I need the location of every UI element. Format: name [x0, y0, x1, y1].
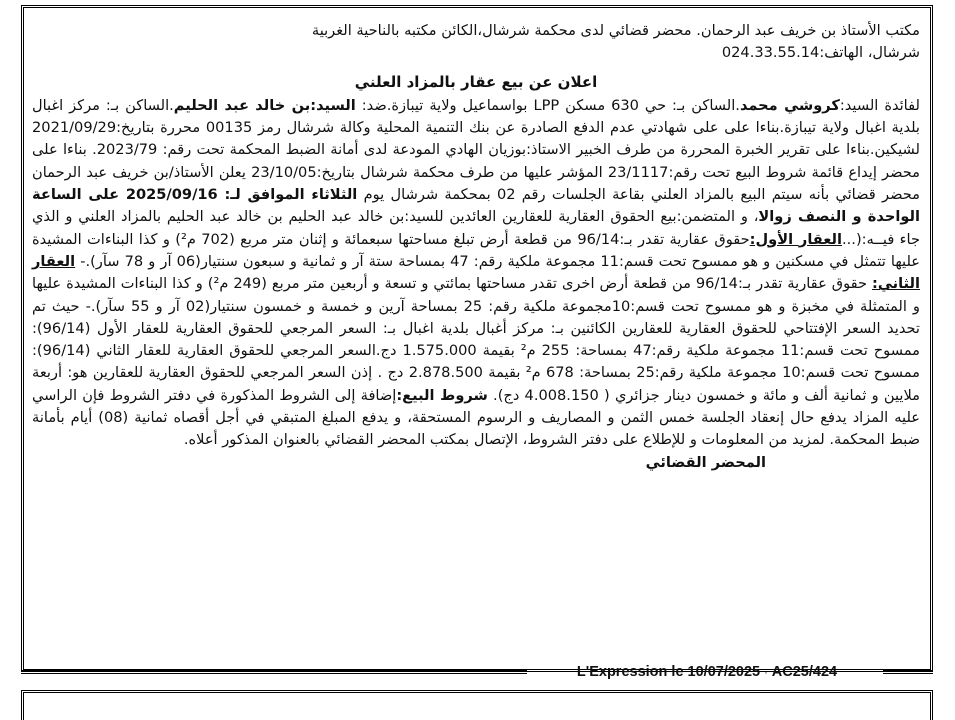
- conditions-text: إضافة إلى الشروط المذكورة في دفتر الشروط فإن الراسي عليه المزاد يدفع حال إنعقاد الجلسة خمس الثمن و المصاريف و الرسوم المستحقة، و يدفع المبلغ المتبقي في أجل أقصاه ثمانية (08) أيام بأمانة ضبط المحكمة. لمزيد من المعلومات و للإطلاع على دفتر الشروط، الإتصال بمكتب المحضر القضائي بالعنوان المذكور أعلاه.: [32, 386, 920, 449]
- beneficiary-name: كروشي محمد: [739, 96, 840, 114]
- defendant-name: السيد:بن خالد عبد الحليم: [173, 96, 356, 114]
- beneficiary-label: لفائدة السيد:: [839, 96, 920, 114]
- bailiff-header: [32, 20, 920, 65]
- ad-reference: AC25/424: [771, 664, 838, 680]
- sale-time: على الساعة الواحدة و النصف زوالا: [32, 186, 920, 226]
- publication-footer: [21, 660, 933, 684]
- conditions-label: شروط البيع:: [396, 386, 488, 404]
- property-1-label: العقار الأول:: [749, 230, 843, 248]
- property-2-label: العقار الثاني:: [32, 252, 920, 293]
- notice-body-part1: .الساكن بـ: مركز اغبال بلدية اغبال ولاية تيبازة.بناءا على على شهادتي عدم الدفع الصادرة عن بنك التنمية المحلية وكالة شرشال رمز 00135 محررة بتاريخ:2021/09/29 لشيكين.بناءا على تقرير الخبرة المحررة من طرف الخبير الاستاذ:بوزيان الهادي المودعة لدى أمانة الضبط المحكمة تحت رقم: 2023/79. بناءا على محضر إيداع قائمة شروط البيع تحت رقم:23/1117 المؤشر عليها من طرف محكمة شرشال بتاريخ:23/10/05 يعلن الأستاذ/بن خريف عبد الرحمان محضر قضائي بأنه سيتم البيع بالمزاد العلني بقاعة الجلسات رقم 02 بمحكمة شرشال يوم: [32, 96, 920, 204]
- beneficiary-address: .الساكن بـ: حي 630 مسكن LPP بواسماعيل ولاية تيبازة.ضد:: [355, 96, 740, 114]
- signature: المحضر القضائي: [645, 453, 766, 471]
- notice-body-part2: ، و المتضمن:بيع الحقوق العقارية للعقارين العائدين للسيد:بن خالد عبد الحليم بن خالد عبد الحليم بالمزاد العلني و الذي جاء فيــه:(...: [32, 208, 921, 248]
- next-notice-frame: [21, 690, 933, 720]
- legal-notice-body: [32, 20, 920, 649]
- publication-date: L'Expression le 10/07/2025: [576, 664, 761, 680]
- property-1-text: حقوق عقارية تقدر بـ:96/14 من قطعة أرض تبلغ مساحتها سبعمائة و إثنان متر مربع (702 م²) و كذا البناءات المشيدة عليها تتمثل في مسكنين و هو ممسوح تحت قسم:11 مجموعة ملكية رقم: 47 بمساحة ستة آر و ثمانية و سبعون سنتيار(06 آر و 78 سآر).-: [32, 230, 920, 270]
- legal-notice-frame: [21, 5, 933, 672]
- notice-text: [32, 95, 920, 452]
- bailiff-phone-line: شرشال، الهاتف:024.33.55.14: [721, 44, 920, 62]
- sale-date: الثلاثاء الموافق لـ: 2025/09/16: [125, 186, 358, 204]
- notice-title: اعلان عن بيع عقار بالمزاد العلني: [354, 72, 598, 91]
- bailiff-office-line: مكتب الأستاذ بن خريف عبد الرحمان. محضر قضائي لدى محكمة شرشال،الكائن مكتبه بالناحية الغربية: [311, 22, 920, 39]
- footer-rule-right: [883, 670, 933, 674]
- price-details: حيث تم تحديد السعر الإفتتاحي للحقوق العقارية للعقارين الكائنين بـ: مركز أغبال بلدية اغبال بـ: السعر المرجعي للحقوق العقارية للعقار الأول (96/14): ممسوح تحت قسم:11 مجموعة ملكية رقم:47 بمساحة: 255 م² بقيمة 1.575.000 دج.السعر المرجعي للحقوق العقارية للعقار الثاني (96/14): ممسوح تحت قسم:10 مجموعة ملكية رقم:25 بمساحة: 678 م² بقيمة 2.878.500 دج . إذن السعر المرجعي للحقوق العقارية للعقارين هو: أربعة ملايين و ثمانية ألف و مائة و خمسون دينار جزائري ( 4.008.150 دج).: [32, 297, 920, 404]
- publication-reference: [537, 660, 877, 685]
- property-2-text: حقوق عقارية تقدر بـ:96/14 من قطعة أرض اخرى تقدر مساحتها بمائتي و تسعة و أربعين متر مربع (249 م²) و كذا البناءات المشيدة عليها و المتمثلة في مخبزة و هو ممسوح تحت قسم:10مجموعة ملكية رقم: 25 بمساحة آرين و خمسة و خمسون سنتيار(02 آر و 55 سآر).-: [32, 275, 920, 315]
- footer-separator: ·: [764, 667, 768, 679]
- footer-rule-left: [21, 670, 527, 674]
